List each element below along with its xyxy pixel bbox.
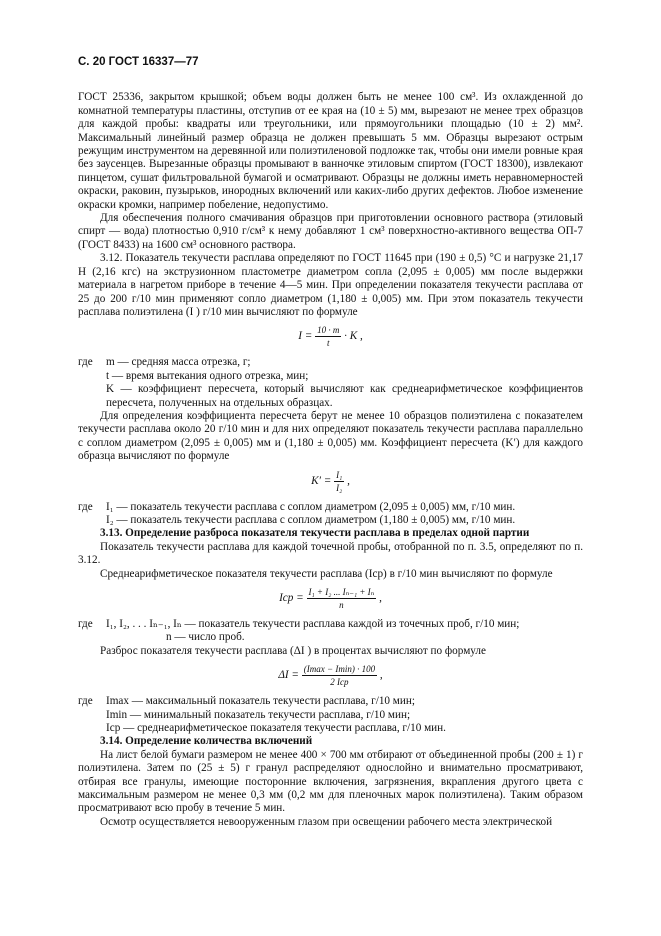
definitions-1 [78, 356, 583, 410]
paragraph-1: ГОСТ 25336, закрытом крышкой; объем воды должен быть не менее 100 см³. Из охлажденной до комнатной температуры пластины, отступив от ее края на (10 ± 5) мм, вырезают не менее трех образцов для каждой пробы: квадраты или треугольники, или прямоугольники площадью (10 ± 2) мм². Максимальный линейный размер образца не должен превышать 5 мм. Образцы вырезают острым режущим инструментом на деревянной или полиэтиленовой подложке так, чтобы они имели ровные края без заусенцев. Вырезанные образцы промывают в ванночке этиловым спиртом (ГОСТ 18300), извлекают пинцетом, сушат фильтровальной бумагой и осматривают. Образцы не должны иметь неравномерностей окраски, раковин, пузырьков, инородных включений или каких-либо других дефектов. Любое изменение окраски кромки, например побеление, недопустимо. [78, 91, 583, 211]
definition-row [78, 501, 583, 514]
paragraph-3-12: 3.12. Показатель текучести расплава определяют по ГОСТ 11645 при (190 ± 0,5) °С и нагрузке 21,17 Н (2,16 кгс) на экструзионном пластометре диаметром сопла (2,095 ± 0,005) мм после выдержки материала в нагретом приборе в течение 4—5 мин. При определении показателя текучести расплава от 25 до 200 г/10 мин применяют сопло диаметром (1,180 ± 0,005) мм. При этом показатель текучести расплава полиэтилена (I ) г/10 мин вычисляют по формуле [78, 252, 583, 318]
definition-text: Imax — максимальный показатель текучести расплава, г/10 мин; [106, 695, 415, 708]
definitions-4 [78, 695, 583, 735]
formula-denominator: n [339, 600, 344, 610]
formula-numerator: (Imax − Imin) · 100 [303, 664, 376, 675]
definition-text: t — время вытекания одного отрезка, мин; [106, 369, 309, 382]
definition-lead [78, 370, 106, 383]
formula-numerator: I₁ [336, 469, 343, 480]
document-page [78, 56, 583, 829]
definition-lead: где [78, 500, 93, 513]
formula-lhs: K′ = [311, 474, 332, 487]
paragraph-spread: Разброс показателя текучести расплава (ΔI ) в процентах вычисляют по формуле [100, 644, 486, 657]
definition-row [78, 618, 583, 631]
paragraph-3-14: На лист белой бумаги размером не менее 400 × 700 мм отбирают от объединенной пробы (200 ± 1) г полиэтилена. Затем по (25 ± 5) г гранул распределяют однослойно и внимательно просматривают, отбирая все гранулы, имеющие посторонние включения, загрязнения, вкрапления другого цвета с максимальным размером не менее 0,3 мм (0,2 мм для пленочных марок полиэтилена). Таким образом просматривают всю пробу в течение 5 мин. [78, 748, 583, 815]
formula-numerator: I₁ + I₂ ... Iₙ₋₁ + Iₙ [308, 587, 375, 597]
paragraph-coefficient: Для определения коэффициента пересчета берут не менее 10 образцов полиэтилена с показателем текучести расплава около 20 г/10 мин и для них определяют показатель текучести расплава параллельно с соплом диаметром (2,095 ± 0,005) мм и (1,180 ± 0,005) мм. Коэффициент пересчета (K′) для каждого образца вычисляют по формуле [78, 409, 583, 463]
definition-text: K — коэффициент пересчета, который вычисляют как среднеарифметическое коэффициентов пересчета, полученных на отдельных образцах. [106, 383, 583, 409]
definition-lead [78, 514, 106, 527]
definition-row [78, 383, 583, 410]
definition-text: m — средняя масса отрезка, г; [106, 356, 251, 369]
page-header: С. 20 ГОСТ 16337—77 [78, 56, 199, 68]
formula-denominator: t [326, 338, 330, 349]
definitions-2 [78, 501, 583, 528]
formula-fraction [302, 664, 377, 687]
paragraph-inspection: Осмотр осуществляется невооруженным глазом при освещении рабочего места электрической [100, 815, 553, 828]
formula-rhs: , [379, 592, 382, 605]
definitions-3 [78, 618, 583, 645]
formula-numerator: 10 · m [317, 325, 340, 336]
formula-lhs: Iср = [279, 592, 304, 605]
definition-row [78, 695, 583, 708]
formula-lhs: I = [298, 330, 313, 343]
definition-row [78, 722, 583, 735]
definition-text: Iср — среднеарифметическое показателя текучести расплава, г/10 мин. [106, 722, 446, 735]
definition-lead [78, 631, 106, 644]
definition-lead: где [78, 695, 93, 708]
paragraph-3-13-a: Показатель текучести расплава для каждой точечной пробы, отобранной по п. 3.5, определяют по п. 3.12. [78, 540, 583, 567]
formula-spread [78, 664, 583, 687]
definition-row [78, 514, 583, 527]
formula-denominator: I₂ [336, 482, 343, 493]
definition-row [78, 631, 583, 644]
formula-melt-flow-index [78, 325, 583, 348]
definition-text: Imin — минимальный показатель текучести расплава, г/10 мин; [106, 708, 411, 721]
definition-row [78, 709, 583, 722]
formula-lhs: ΔI = [278, 669, 299, 682]
definition-text: n — число проб. [166, 631, 245, 644]
formula-fraction [307, 587, 377, 610]
formula-rhs: , [379, 669, 383, 682]
definition-lead: где [78, 356, 93, 369]
definition-text: I₂ — показатель текучести расплава с соплом диаметром (1,180 ± 0,005) мм, г/10 мин. [106, 513, 516, 526]
definition-text: I₁ — показатель текучести расплава с соплом диаметром (2,095 ± 0,005) мм, г/10 мин. [106, 500, 516, 513]
paragraph-2: Для обеспечения полного смачивания образцов при приготовлении основного раствора (этиловый спирт — вода) плотностью 0,910 г/см³ к нему добавляют 1 см³ поверхностно-активного вещества ОП-7 (ГОСТ 8433) на 1600 см³ основного раствора. [78, 212, 583, 251]
formula-rhs: , [347, 474, 350, 487]
formula-mean [78, 587, 583, 610]
formula-coefficient [78, 470, 583, 493]
definition-lead [78, 709, 106, 722]
formula-fraction [334, 470, 344, 493]
definition-lead [78, 383, 106, 410]
paragraph-3-13-b: Среднеарифметическое показателя текучести расплава (Iср) в г/10 мин вычисляют по формуле [100, 567, 553, 580]
definition-lead [78, 722, 106, 735]
formula-fraction [315, 325, 341, 348]
definition-text: I₁, I₂, . . . Iₙ₋₁, Iₙ — показатель текучести расплава каждой из точечных проб, г/10 мин; [106, 618, 520, 630]
formula-denominator: 2 Iср [330, 677, 349, 688]
definition-row [78, 370, 583, 383]
section-heading-3-13: 3.13. Определение разброса показателя текучести расплава в пределах одной партии [100, 527, 530, 540]
definition-row [78, 356, 583, 369]
definition-lead: где [78, 618, 93, 630]
formula-rhs: · K , [344, 330, 363, 343]
section-heading-3-14: 3.14. Определение количества включений [100, 735, 313, 748]
